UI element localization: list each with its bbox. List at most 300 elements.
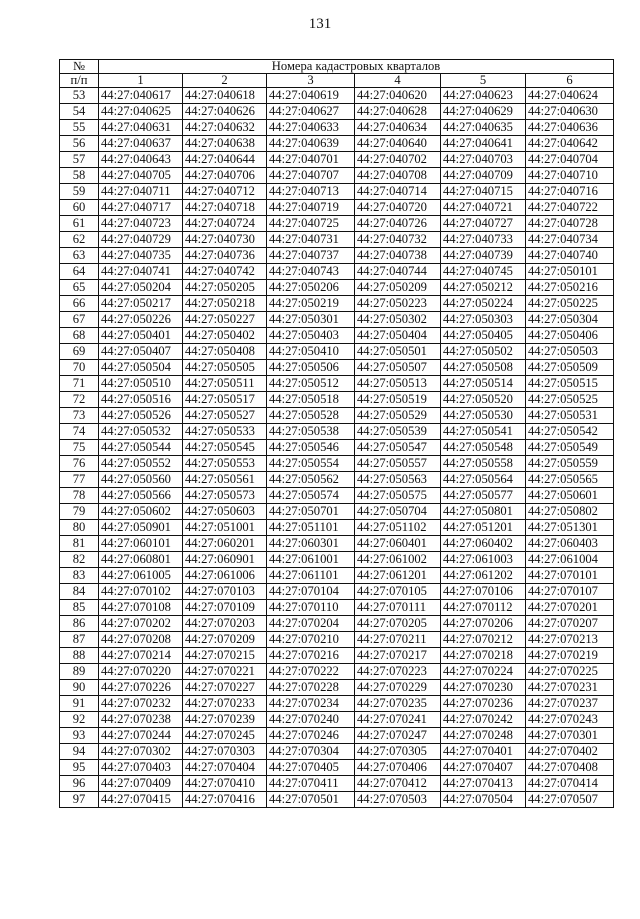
cadastral-number-cell: 44:27:040638 <box>183 136 267 152</box>
cadastral-number-cell: 44:27:050517 <box>183 392 267 408</box>
cadastral-number-cell: 44:27:050564 <box>441 472 526 488</box>
row-number-cell: 75 <box>60 440 99 456</box>
column-number-header: 4 <box>355 74 441 88</box>
table-row <box>60 536 614 552</box>
cadastral-number-cell: 44:27:050520 <box>441 392 526 408</box>
cadastral-number-cell: 44:27:050557 <box>355 456 441 472</box>
cadastral-number-cell: 44:27:040735 <box>99 248 183 264</box>
cadastral-number-cell: 44:27:070235 <box>355 696 441 712</box>
cadastral-number-cell: 44:27:070111 <box>355 600 441 616</box>
row-number-cell: 59 <box>60 184 99 200</box>
cadastral-number-cell: 44:27:070220 <box>99 664 183 680</box>
column-number-header: 1 <box>99 74 183 88</box>
cadastral-number-cell: 44:27:070223 <box>355 664 441 680</box>
cadastral-number-cell: 44:27:040728 <box>526 216 614 232</box>
cadastral-number-cell: 44:27:070248 <box>441 728 526 744</box>
cadastral-number-cell: 44:27:061002 <box>355 552 441 568</box>
cadastral-number-cell: 44:27:050558 <box>441 456 526 472</box>
cadastral-number-cell: 44:27:050526 <box>99 408 183 424</box>
table-row <box>60 744 614 760</box>
cadastral-number-cell: 44:27:070243 <box>526 712 614 728</box>
cadastral-number-cell: 44:27:040715 <box>441 184 526 200</box>
cadastral-number-cell: 44:27:050574 <box>267 488 355 504</box>
cadastral-number-cell: 44:27:070106 <box>441 584 526 600</box>
cadastral-number-cell: 44:27:070304 <box>267 744 355 760</box>
cadastral-number-cell: 44:27:040724 <box>183 216 267 232</box>
cadastral-number-cell: 44:27:070303 <box>183 744 267 760</box>
page-number: 131 <box>308 16 332 32</box>
cadastral-number-cell: 44:27:070504 <box>441 792 526 808</box>
cadastral-number-cell: 44:27:050539 <box>355 424 441 440</box>
cadastral-number-cell: 44:27:040708 <box>355 168 441 184</box>
row-number-cell: 60 <box>60 200 99 216</box>
cadastral-number-cell: 44:27:050532 <box>99 424 183 440</box>
table-row <box>60 472 614 488</box>
table-row <box>60 328 614 344</box>
cadastral-number-cell: 44:27:040701 <box>267 152 355 168</box>
row-number-cell: 96 <box>60 776 99 792</box>
cadastral-number-cell: 44:27:050503 <box>526 344 614 360</box>
table-row <box>60 440 614 456</box>
cadastral-number-cell: 44:27:040632 <box>183 120 267 136</box>
cadastral-number-cell: 44:27:070413 <box>441 776 526 792</box>
cadastral-number-cell: 44:27:061004 <box>526 552 614 568</box>
cadastral-number-cell: 44:27:040628 <box>355 104 441 120</box>
cadastral-number-cell: 44:27:050545 <box>183 440 267 456</box>
row-number-cell: 80 <box>60 520 99 536</box>
cadastral-number-cell: 44:27:050511 <box>183 376 267 392</box>
cadastral-number-cell: 44:27:040627 <box>267 104 355 120</box>
row-number-cell: 89 <box>60 664 99 680</box>
cadastral-number-cell: 44:27:040640 <box>355 136 441 152</box>
cadastral-number-cell: 44:27:040620 <box>355 88 441 104</box>
cadastral-number-cell: 44:27:040739 <box>441 248 526 264</box>
cadastral-number-cell: 44:27:070230 <box>441 680 526 696</box>
row-number-cell: 83 <box>60 568 99 584</box>
cadastral-number-cell: 44:27:050302 <box>355 312 441 328</box>
cadastral-number-cell: 44:27:070229 <box>355 680 441 696</box>
cadastral-number-cell: 44:27:070403 <box>99 760 183 776</box>
cadastral-number-cell: 44:27:050525 <box>526 392 614 408</box>
cadastral-number-cell: 44:27:050563 <box>355 472 441 488</box>
cadastral-number-cell: 44:27:040703 <box>441 152 526 168</box>
cadastral-number-cell: 44:27:050502 <box>441 344 526 360</box>
table-row <box>60 712 614 728</box>
cadastral-number-cell: 44:27:070210 <box>267 632 355 648</box>
table-row <box>60 120 614 136</box>
table-row <box>60 568 614 584</box>
cadastral-number-cell: 44:27:050802 <box>526 504 614 520</box>
cadastral-number-cell: 44:27:050227 <box>183 312 267 328</box>
table-row <box>60 776 614 792</box>
cadastral-number-cell: 44:27:040709 <box>441 168 526 184</box>
cadastral-number-cell: 44:27:060402 <box>441 536 526 552</box>
row-number-cell: 76 <box>60 456 99 472</box>
cadastral-number-cell: 44:27:050212 <box>441 280 526 296</box>
cadastral-number-cell: 44:27:070112 <box>441 600 526 616</box>
cadastral-number-cell: 44:27:050516 <box>99 392 183 408</box>
cadastral-number-cell: 44:27:060201 <box>183 536 267 552</box>
cadastral-number-cell: 44:27:070204 <box>267 616 355 632</box>
cadastral-number-cell: 44:27:070212 <box>441 632 526 648</box>
cadastral-number-cell: 44:27:070410 <box>183 776 267 792</box>
cadastral-number-cell: 44:27:070219 <box>526 648 614 664</box>
cadastral-number-cell: 44:27:070214 <box>99 648 183 664</box>
table-row <box>60 520 614 536</box>
cadastral-number-cell: 44:27:040706 <box>183 168 267 184</box>
cadastral-number-cell: 44:27:050538 <box>267 424 355 440</box>
cadastral-number-cell: 44:27:040714 <box>355 184 441 200</box>
table-row <box>60 200 614 216</box>
cadastral-number-cell: 44:27:050601 <box>526 488 614 504</box>
cadastral-number-cell: 44:27:040704 <box>526 152 614 168</box>
cadastral-number-cell: 44:27:050573 <box>183 488 267 504</box>
table-row <box>60 600 614 616</box>
table-row <box>60 760 614 776</box>
cadastral-number-cell: 44:27:070406 <box>355 760 441 776</box>
cadastral-number-cell: 44:27:060403 <box>526 536 614 552</box>
cadastral-number-cell: 44:27:050209 <box>355 280 441 296</box>
cadastral-number-cell: 44:27:070416 <box>183 792 267 808</box>
cadastral-number-cell: 44:27:050514 <box>441 376 526 392</box>
cadastral-number-cell: 44:27:050407 <box>99 344 183 360</box>
column-number-header: 3 <box>267 74 355 88</box>
cadastral-number-cell: 44:27:050408 <box>183 344 267 360</box>
table-row <box>60 280 614 296</box>
row-number-cell: 58 <box>60 168 99 184</box>
cadastral-number-cell: 44:27:050552 <box>99 456 183 472</box>
cadastral-number-cell: 44:27:040726 <box>355 216 441 232</box>
cadastral-number-cell: 44:27:070208 <box>99 632 183 648</box>
cadastral-number-cell: 44:27:050404 <box>355 328 441 344</box>
cadastral-number-cell: 44:27:040618 <box>183 88 267 104</box>
cadastral-number-cell: 44:27:040633 <box>267 120 355 136</box>
cadastral-number-cell: 44:27:040644 <box>183 152 267 168</box>
table-row <box>60 424 614 440</box>
cadastral-number-cell: 44:27:040719 <box>267 200 355 216</box>
cadastral-number-cell: 44:27:070107 <box>526 584 614 600</box>
cadastral-number-cell: 44:27:060101 <box>99 536 183 552</box>
cadastral-number-cell: 44:27:040637 <box>99 136 183 152</box>
cadastral-number-cell: 44:27:050575 <box>355 488 441 504</box>
row-number-cell: 63 <box>60 248 99 264</box>
cadastral-number-cell: 44:27:050528 <box>267 408 355 424</box>
cadastral-number-cell: 44:27:040741 <box>99 264 183 280</box>
cadastral-number-cell: 44:27:050542 <box>526 424 614 440</box>
row-number-cell: 92 <box>60 712 99 728</box>
row-number-cell: 94 <box>60 744 99 760</box>
cadastral-number-cell: 44:27:050403 <box>267 328 355 344</box>
cadastral-number-cell: 44:27:040643 <box>99 152 183 168</box>
cadastral-number-cell: 44:27:040736 <box>183 248 267 264</box>
cadastral-number-cell: 44:27:040733 <box>441 232 526 248</box>
row-number-cell: 81 <box>60 536 99 552</box>
cadastral-number-cell: 44:27:040641 <box>441 136 526 152</box>
cadastral-number-cell: 44:27:050566 <box>99 488 183 504</box>
table-row <box>60 616 614 632</box>
cadastral-number-cell: 44:27:040711 <box>99 184 183 200</box>
cadastral-number-cell: 44:27:070241 <box>355 712 441 728</box>
cadastral-number-cell: 44:27:070231 <box>526 680 614 696</box>
cadastral-number-cell: 44:27:070401 <box>441 744 526 760</box>
cadastral-number-cell: 44:27:050565 <box>526 472 614 488</box>
cadastral-number-cell: 44:27:050406 <box>526 328 614 344</box>
cadastral-number-cell: 44:27:061101 <box>267 568 355 584</box>
cadastral-number-cell: 44:27:040623 <box>441 88 526 104</box>
table-row <box>60 584 614 600</box>
cadastral-number-cell: 44:27:040630 <box>526 104 614 120</box>
cadastral-number-cell: 44:27:070242 <box>441 712 526 728</box>
cadastral-number-cell: 44:27:040742 <box>183 264 267 280</box>
table-row <box>60 456 614 472</box>
row-number-cell: 91 <box>60 696 99 712</box>
cadastral-number-cell: 44:27:070402 <box>526 744 614 760</box>
row-number-cell: 87 <box>60 632 99 648</box>
cadastral-number-cell: 44:27:070202 <box>99 616 183 632</box>
table-row <box>60 312 614 328</box>
cadastral-number-cell: 44:27:040713 <box>267 184 355 200</box>
cadastral-number-cell: 44:27:040722 <box>526 200 614 216</box>
table-row <box>60 376 614 392</box>
cadastral-number-cell: 44:27:070238 <box>99 712 183 728</box>
cadastral-number-cell: 44:27:070404 <box>183 760 267 776</box>
cadastral-number-cell: 44:27:040730 <box>183 232 267 248</box>
cadastral-number-cell: 44:27:040636 <box>526 120 614 136</box>
cadastral-number-cell: 44:27:050216 <box>526 280 614 296</box>
cadastral-number-cell: 44:27:040626 <box>183 104 267 120</box>
row-number-cell: 77 <box>60 472 99 488</box>
cadastral-number-cell: 44:27:070301 <box>526 728 614 744</box>
cadastral-number-cell: 44:27:050559 <box>526 456 614 472</box>
row-number-cell: 62 <box>60 232 99 248</box>
row-number-cell: 71 <box>60 376 99 392</box>
cadastral-number-cell: 44:27:040631 <box>99 120 183 136</box>
cadastral-number-cell: 44:27:070408 <box>526 760 614 776</box>
cadastral-number-cell: 44:27:050704 <box>355 504 441 520</box>
cadastral-number-cell: 44:27:050801 <box>441 504 526 520</box>
table-row <box>60 552 614 568</box>
row-number-cell: 74 <box>60 424 99 440</box>
table-row <box>60 632 614 648</box>
row-number-cell: 93 <box>60 728 99 744</box>
cadastral-number-cell: 44:27:070205 <box>355 616 441 632</box>
cadastral-number-cell: 44:27:050508 <box>441 360 526 376</box>
cadastral-number-cell: 44:27:040745 <box>441 264 526 280</box>
cadastral-number-cell: 44:27:070244 <box>99 728 183 744</box>
cadastral-number-cell: 44:27:070211 <box>355 632 441 648</box>
cadastral-number-cell: 44:27:050219 <box>267 296 355 312</box>
cadastral-number-cell: 44:27:070302 <box>99 744 183 760</box>
cadastral-quarters-table <box>59 59 614 808</box>
cadastral-number-cell: 44:27:070247 <box>355 728 441 744</box>
table-row <box>60 104 614 120</box>
cadastral-number-cell: 44:27:050505 <box>183 360 267 376</box>
cadastral-number-cell: 44:27:070203 <box>183 616 267 632</box>
table-row <box>60 248 614 264</box>
table-row <box>60 264 614 280</box>
row-number-cell: 82 <box>60 552 99 568</box>
table-row <box>60 232 614 248</box>
cadastral-number-cell: 44:27:050206 <box>267 280 355 296</box>
cadastral-number-cell: 44:27:070228 <box>267 680 355 696</box>
cadastral-number-cell: 44:27:050402 <box>183 328 267 344</box>
cadastral-number-cell: 44:27:070405 <box>267 760 355 776</box>
cadastral-number-cell: 44:27:050547 <box>355 440 441 456</box>
cadastral-number-cell: 44:27:050519 <box>355 392 441 408</box>
cadastral-number-cell: 44:27:040717 <box>99 200 183 216</box>
cadastral-number-cell: 44:27:050410 <box>267 344 355 360</box>
cadastral-number-cell: 44:27:050204 <box>99 280 183 296</box>
cadastral-number-cell: 44:27:040740 <box>526 248 614 264</box>
row-number-cell: 64 <box>60 264 99 280</box>
row-number-cell: 78 <box>60 488 99 504</box>
cadastral-number-cell: 44:27:070221 <box>183 664 267 680</box>
table-row <box>60 216 614 232</box>
row-number-cell: 69 <box>60 344 99 360</box>
row-number-cell: 88 <box>60 648 99 664</box>
cadastral-number-cell: 44:27:040625 <box>99 104 183 120</box>
cadastral-number-cell: 44:27:070110 <box>267 600 355 616</box>
cadastral-number-cell: 44:27:060901 <box>183 552 267 568</box>
cadastral-number-cell: 44:27:040718 <box>183 200 267 216</box>
row-number-cell: 57 <box>60 152 99 168</box>
cadastral-number-cell: 44:27:070109 <box>183 600 267 616</box>
cadastral-number-cell: 44:27:050530 <box>441 408 526 424</box>
row-number-cell: 85 <box>60 600 99 616</box>
cadastral-number-cell: 44:27:061202 <box>441 568 526 584</box>
cadastral-number-cell: 44:27:070209 <box>183 632 267 648</box>
cadastral-number-cell: 44:27:070226 <box>99 680 183 696</box>
cadastral-number-cell: 44:27:050506 <box>267 360 355 376</box>
cadastral-number-cell: 44:27:050602 <box>99 504 183 520</box>
row-number-cell: 67 <box>60 312 99 328</box>
cadastral-number-cell: 44:27:060401 <box>355 536 441 552</box>
cadastral-number-cell: 44:27:061005 <box>99 568 183 584</box>
cadastral-number-cell: 44:27:070237 <box>526 696 614 712</box>
cadastral-number-cell: 44:27:050518 <box>267 392 355 408</box>
table-row <box>60 152 614 168</box>
cadastral-number-cell: 44:27:051102 <box>355 520 441 536</box>
cadastral-number-cell: 44:27:050562 <box>267 472 355 488</box>
table-row <box>60 488 614 504</box>
cadastral-number-cell: 44:27:040635 <box>441 120 526 136</box>
group-header: Номера кадастровых кварталов <box>99 60 614 74</box>
cadastral-number-cell: 44:27:040642 <box>526 136 614 152</box>
cadastral-number-cell: 44:27:050501 <box>355 344 441 360</box>
table-row <box>60 392 614 408</box>
cadastral-number-cell: 44:27:050577 <box>441 488 526 504</box>
table-row <box>60 296 614 312</box>
cadastral-number-cell: 44:27:070103 <box>183 584 267 600</box>
table-row <box>60 648 614 664</box>
cadastral-number-cell: 44:27:070227 <box>183 680 267 696</box>
table-row <box>60 728 614 744</box>
cadastral-number-cell: 44:27:070102 <box>99 584 183 600</box>
cadastral-number-cell: 44:27:040619 <box>267 88 355 104</box>
cadastral-number-cell: 44:27:040737 <box>267 248 355 264</box>
cadastral-number-cell: 44:27:050507 <box>355 360 441 376</box>
cadastral-number-cell: 44:27:070101 <box>526 568 614 584</box>
cadastral-number-cell: 44:27:040729 <box>99 232 183 248</box>
cadastral-number-cell: 44:27:051101 <box>267 520 355 536</box>
cadastral-number-cell: 44:27:050218 <box>183 296 267 312</box>
cadastral-number-cell: 44:27:040702 <box>355 152 441 168</box>
row-number-cell: 56 <box>60 136 99 152</box>
table-row <box>60 664 614 680</box>
row-number-cell: 55 <box>60 120 99 136</box>
cadastral-number-cell: 44:27:070233 <box>183 696 267 712</box>
column-number-header: 2 <box>183 74 267 88</box>
cadastral-number-cell: 44:27:040624 <box>526 88 614 104</box>
cadastral-number-cell: 44:27:040629 <box>441 104 526 120</box>
cadastral-number-cell: 44:27:050512 <box>267 376 355 392</box>
cadastral-number-cell: 44:27:050515 <box>526 376 614 392</box>
cadastral-number-cell: 44:27:070415 <box>99 792 183 808</box>
cadastral-number-cell: 44:27:050603 <box>183 504 267 520</box>
cadastral-number-cell: 44:27:040720 <box>355 200 441 216</box>
table-row <box>60 168 614 184</box>
cadastral-number-cell: 44:27:050701 <box>267 504 355 520</box>
cadastral-number-cell: 44:27:070105 <box>355 584 441 600</box>
table-body <box>60 88 614 808</box>
cadastral-number-cell: 44:27:070409 <box>99 776 183 792</box>
row-number-cell: 79 <box>60 504 99 520</box>
table-row <box>60 360 614 376</box>
row-number-cell: 61 <box>60 216 99 232</box>
cadastral-number-cell: 44:27:040707 <box>267 168 355 184</box>
cadastral-number-cell: 44:27:040639 <box>267 136 355 152</box>
cadastral-number-cell: 44:27:070412 <box>355 776 441 792</box>
cadastral-number-cell: 44:27:040727 <box>441 216 526 232</box>
cadastral-number-cell: 44:27:060801 <box>99 552 183 568</box>
row-number-cell: 72 <box>60 392 99 408</box>
row-number-cell: 70 <box>60 360 99 376</box>
cadastral-number-cell: 44:27:050504 <box>99 360 183 376</box>
cadastral-number-cell: 44:27:070224 <box>441 664 526 680</box>
cadastral-number-cell: 44:27:070245 <box>183 728 267 744</box>
table-row <box>60 408 614 424</box>
cadastral-number-cell: 44:27:050553 <box>183 456 267 472</box>
cadastral-number-cell: 44:27:050401 <box>99 328 183 344</box>
cadastral-number-cell: 44:27:040725 <box>267 216 355 232</box>
table-row <box>60 792 614 808</box>
cadastral-number-cell: 44:27:040712 <box>183 184 267 200</box>
table-row <box>60 136 614 152</box>
cadastral-number-cell: 44:27:070240 <box>267 712 355 728</box>
cadastral-number-cell: 44:27:070234 <box>267 696 355 712</box>
cadastral-number-cell: 44:27:050225 <box>526 296 614 312</box>
cadastral-number-cell: 44:27:070104 <box>267 584 355 600</box>
cadastral-number-cell: 44:27:051201 <box>441 520 526 536</box>
cadastral-number-cell: 44:27:040734 <box>526 232 614 248</box>
table-row <box>60 88 614 104</box>
row-number-cell: 66 <box>60 296 99 312</box>
cadastral-number-cell: 44:27:070411 <box>267 776 355 792</box>
cadastral-number-cell: 44:27:050541 <box>441 424 526 440</box>
cadastral-number-cell: 44:27:050217 <box>99 296 183 312</box>
cadastral-number-cell: 44:27:050223 <box>355 296 441 312</box>
cadastral-number-cell: 44:27:061006 <box>183 568 267 584</box>
row-number-cell: 65 <box>60 280 99 296</box>
cadastral-number-cell: 44:27:061001 <box>267 552 355 568</box>
table-row <box>60 696 614 712</box>
row-number-header: № <box>60 60 99 74</box>
cadastral-number-cell: 44:27:070503 <box>355 792 441 808</box>
cadastral-number-cell: 44:27:070232 <box>99 696 183 712</box>
cadastral-number-cell: 44:27:070213 <box>526 632 614 648</box>
cadastral-number-cell: 44:27:070108 <box>99 600 183 616</box>
cadastral-number-cell: 44:27:050901 <box>99 520 183 536</box>
